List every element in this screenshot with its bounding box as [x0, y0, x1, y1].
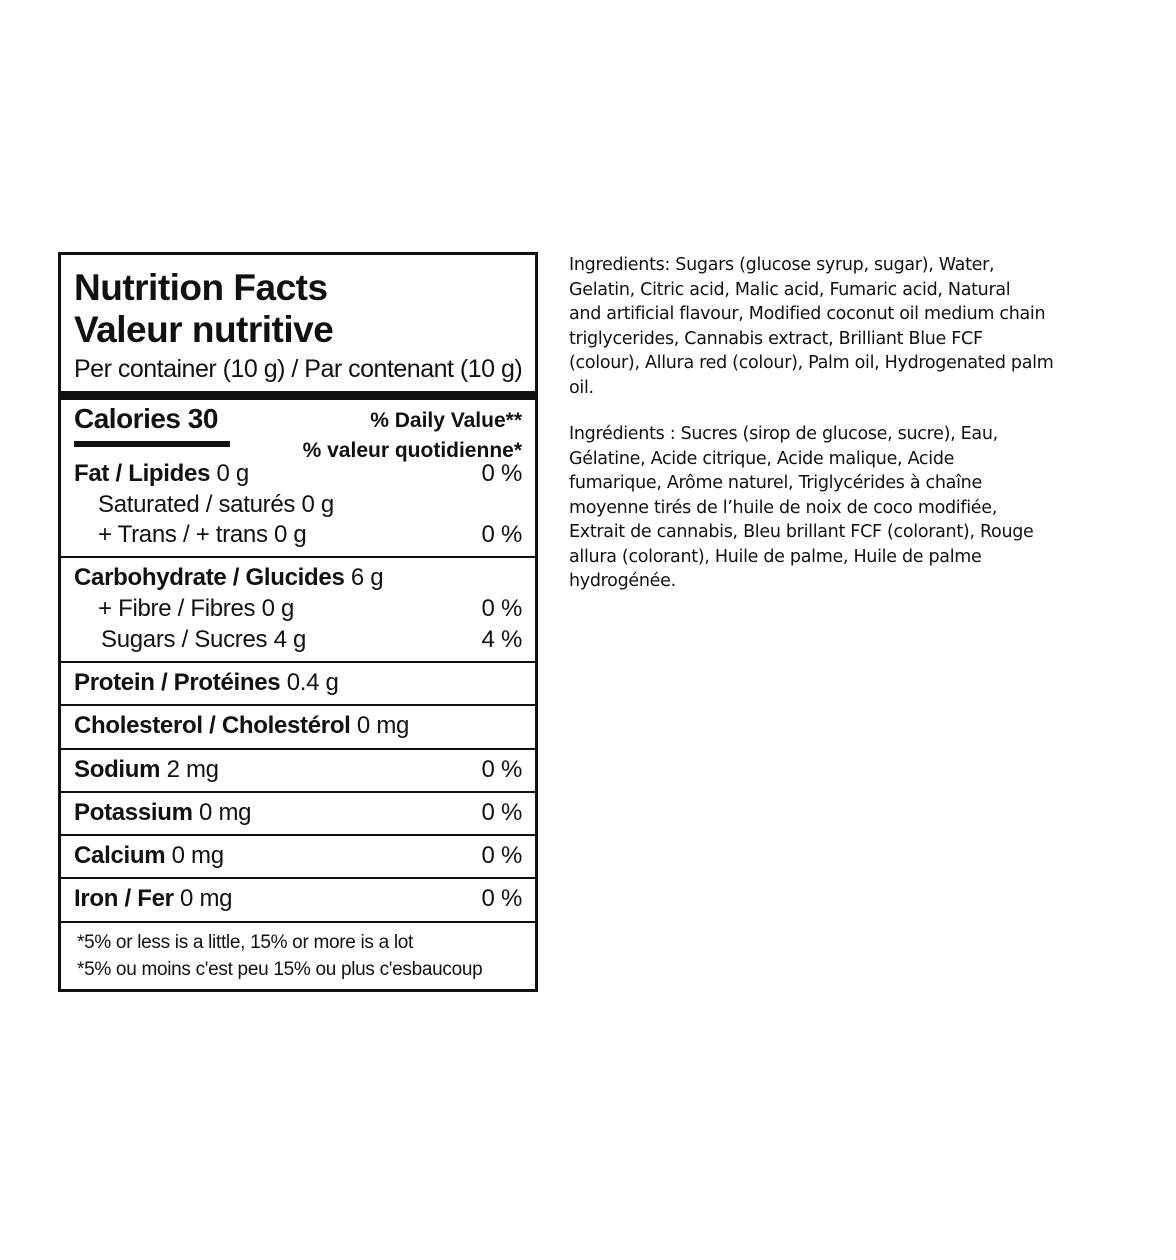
nutrient-daily-value: 0 % [481, 842, 522, 869]
nutrient-label: Sugars / Sucres 4 g [101, 626, 307, 653]
nutrition-title-fr: Valeur nutritive [74, 309, 334, 350]
ingredients-en: Ingredients: Sugars (glucose syrup, sugar), Water, Gelatin, Citric acid, Malic acid, Fumaric acid, Natural and artificial flavour, Modified coconut oil medium chain triglycerides, Cannabis extract, Brilliant Blue FCF (colour), Allura red (colour), Palm oil, Hydrogenated palm oil. [569, 255, 1054, 398]
nutrient-amount: 0 mg [192, 799, 252, 826]
nutrient-daily-value: 0 % [481, 799, 522, 826]
nutrient-amount: 6 g [344, 564, 384, 591]
nutrient-daily-value: 0 % [481, 885, 522, 912]
divider-thick [61, 391, 535, 400]
nutrient-row-cholesterol [74, 712, 522, 740]
nutrient-daily-value: 0 % [481, 756, 522, 783]
nutrient-label: + Fibre / Fibres 0 g [98, 595, 295, 622]
ingredients-fr: Ingrédients : Sucres (sirop de glucose, sucre), Eau, Gélatine, Acide citrique, Acide malique, Acide fumarique, Arôme naturel, Triglycérides à chaîne moyenne tirés de l’huile de noix de coco modifiée, Extrait de cannabis, Bleu brillant FCF (colorant), Rouge allura (colorant), Huile de palme, Huile de palme hydrogénée. [569, 424, 1034, 591]
divider [61, 791, 535, 793]
nutrient-amount: 0 g [210, 460, 249, 487]
nutrition-title-en: Nutrition Facts [74, 267, 328, 308]
nutrient-label: Iron / Fer [74, 885, 174, 912]
nutrient-label: Carbohydrate / Glucides [74, 564, 345, 591]
nutrient-label: Fat / Lipides [74, 460, 211, 487]
nutrient-row-saturated [98, 491, 522, 519]
nutrient-label: + Trans / + trans 0 g [98, 521, 307, 548]
divider [61, 834, 535, 836]
nutrient-amount: 0 mg [350, 712, 410, 739]
nutrient-amount: 0 mg [173, 885, 233, 912]
footnote-fr: *5% ou moins c'est peu 15% ou plus c'esbaucoup [77, 959, 483, 980]
nutrient-row-sodium [74, 756, 522, 784]
daily-value-header-en: % Daily Value** [370, 409, 522, 432]
nutrient-row-sugars [101, 626, 522, 654]
nutrient-label: Sodium [74, 756, 161, 783]
divider [61, 921, 535, 923]
nutrient-amount: 2 mg [160, 756, 219, 783]
divider [61, 748, 535, 750]
nutrient-row-protein [74, 669, 522, 697]
divider [61, 877, 535, 879]
divider [61, 704, 535, 706]
nutrient-daily-value: 4 % [481, 626, 522, 653]
nutrient-row-fat [74, 460, 522, 488]
nutrient-amount: 0.4 g [280, 669, 339, 696]
nutrient-label: Cholesterol / Cholestérol [74, 712, 351, 739]
nutrient-label: Protein / Protéines [74, 669, 281, 696]
nutrient-label: Saturated / saturés 0 g [98, 491, 334, 518]
nutrient-daily-value: 0 % [481, 460, 522, 487]
nutrient-label: Calcium [74, 842, 166, 869]
daily-value-header-fr: % valeur quotidienne* [302, 439, 522, 462]
nutrient-amount: 0 mg [165, 842, 224, 869]
nutrient-row-trans [98, 521, 522, 549]
footnote-en: *5% or less is a little, 15% or more is a lot [77, 932, 414, 953]
nutrient-row-potassium [74, 799, 522, 827]
divider [61, 556, 535, 558]
nutrient-row-iron [74, 885, 522, 913]
calories: Calories 30 [74, 403, 218, 434]
nutrient-row-fibre [98, 595, 522, 623]
nutrient-row-calcium [74, 842, 522, 870]
nutrition-facts-panel [58, 252, 538, 992]
serving-size: Per container (10 g) / Par contenant (10 g) [74, 355, 523, 383]
nutrient-daily-value: 0 % [481, 595, 522, 622]
calories-underline [74, 441, 230, 447]
nutrient-daily-value: 0 % [481, 521, 522, 548]
nutrient-row-carbohydrate [74, 564, 522, 592]
divider [61, 661, 535, 663]
nutrient-label: Potassium [74, 799, 193, 826]
